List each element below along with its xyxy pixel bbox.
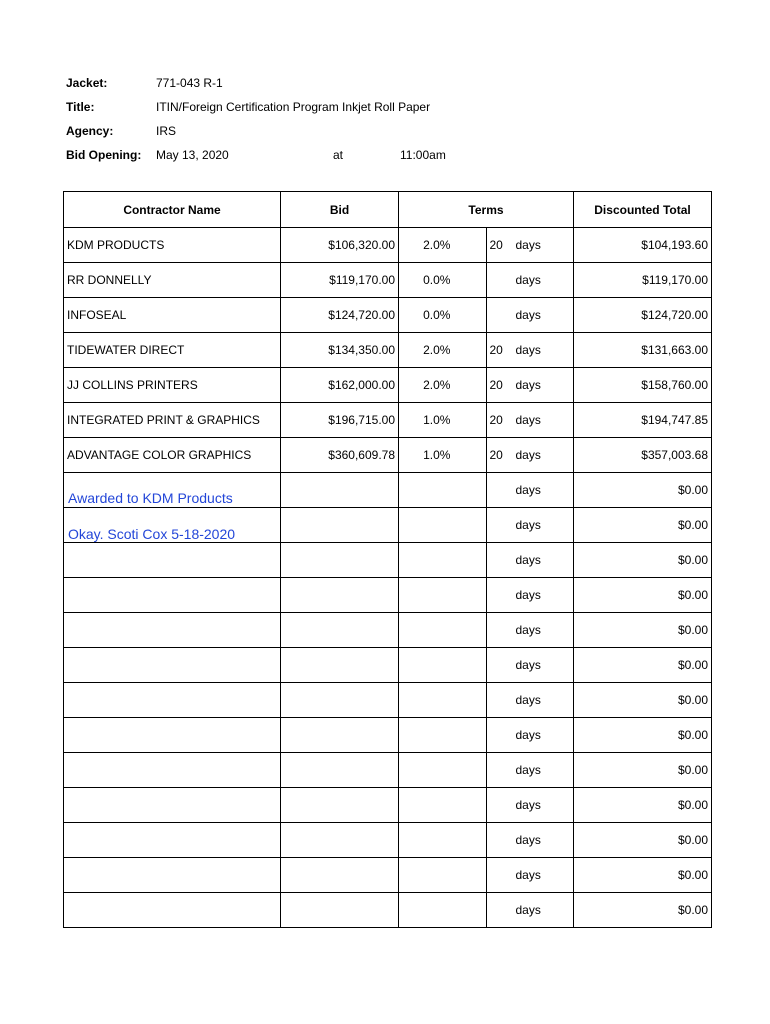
discounted-total-cell: $0.00 — [574, 788, 712, 823]
contractor-name-cell — [64, 823, 281, 858]
table-row — [64, 298, 712, 333]
contractor-name-cell — [64, 893, 281, 928]
discounted-total-cell: $0.00 — [574, 893, 712, 928]
bid-table — [63, 191, 712, 928]
table-row — [64, 403, 712, 438]
bid-amount-cell — [281, 753, 399, 788]
table-row — [64, 613, 712, 648]
discount-rate-cell — [399, 788, 487, 823]
discount-rate-cell — [399, 718, 487, 753]
discounted-total-cell: $0.00 — [574, 858, 712, 893]
terms-days-cell — [486, 228, 574, 263]
terms-days-unit: days — [515, 833, 541, 847]
contractor-name-cell — [64, 683, 281, 718]
table-row — [64, 438, 712, 473]
table-row — [64, 823, 712, 858]
discount-rate-cell — [399, 613, 487, 648]
contractor-name-cell: JJ COLLINS PRINTERS — [64, 368, 281, 403]
contractor-name-cell — [64, 648, 281, 683]
discount-rate-cell: 0.0% — [399, 298, 487, 333]
discounted-total-cell: $357,003.68 — [574, 438, 712, 473]
terms-days-cell — [486, 403, 574, 438]
table-row — [64, 578, 712, 613]
table-row — [64, 718, 712, 753]
discounted-total-cell: $0.00 — [574, 508, 712, 543]
contractor-name-cell — [64, 578, 281, 613]
terms-days-unit: days — [515, 798, 541, 812]
discount-rate-cell — [399, 508, 487, 543]
contractor-name-cell — [64, 718, 281, 753]
terms-days-cell — [486, 543, 574, 578]
bid-amount-cell — [281, 543, 399, 578]
terms-days-number: 20 — [489, 238, 503, 252]
terms-days-unit: days — [515, 343, 541, 357]
terms-days-unit: days — [515, 413, 541, 427]
terms-days-unit: days — [515, 868, 541, 882]
agency-value: IRS — [156, 124, 177, 138]
terms-days-cell — [486, 578, 574, 613]
bid-amount-cell — [281, 578, 399, 613]
discounted-total-cell: $194,747.85 — [574, 403, 712, 438]
terms-days-cell — [486, 893, 574, 928]
table-row — [64, 333, 712, 368]
bid-amount-cell — [281, 788, 399, 823]
terms-days-cell — [486, 718, 574, 753]
table-row — [64, 858, 712, 893]
bid-amount-cell — [281, 858, 399, 893]
bid-amount-cell: $162,000.00 — [281, 368, 399, 403]
contractor-name-cell — [64, 613, 281, 648]
discount-rate-cell — [399, 823, 487, 858]
terms-days-unit: days — [515, 658, 541, 672]
bid-amount-cell: $124,720.00 — [281, 298, 399, 333]
terms-days-cell — [486, 368, 574, 403]
discounted-total-cell: $0.00 — [574, 718, 712, 753]
discounted-total-cell: $0.00 — [574, 823, 712, 858]
contractor-name-cell: KDM PRODUCTS — [64, 228, 281, 263]
terms-days-cell — [486, 508, 574, 543]
discounted-total-cell: $0.00 — [574, 578, 712, 613]
table-row — [64, 543, 712, 578]
terms-days-unit: days — [515, 238, 541, 252]
discount-rate-cell: 1.0% — [399, 438, 487, 473]
table-row — [64, 648, 712, 683]
discounted-total-cell: $0.00 — [574, 648, 712, 683]
terms-days-unit: days — [515, 518, 541, 532]
terms-days-unit: days — [515, 588, 541, 602]
contractor-name-cell: RR DONNELLY — [64, 263, 281, 298]
table-row — [64, 788, 712, 823]
discounted-total-cell: $0.00 — [574, 543, 712, 578]
discount-rate-cell: 2.0% — [399, 228, 487, 263]
terms-days-number: 20 — [489, 343, 503, 357]
terms-days-cell — [486, 858, 574, 893]
terms-days-cell — [486, 753, 574, 788]
table-header-row — [64, 192, 712, 228]
discount-rate-cell — [399, 543, 487, 578]
discounted-total-cell: $0.00 — [574, 683, 712, 718]
bid-opening-label: Bid Opening: — [66, 148, 142, 162]
discount-rate-cell — [399, 858, 487, 893]
bid-amount-cell — [281, 473, 399, 508]
discounted-total-cell: $0.00 — [574, 613, 712, 648]
column-header-bid: Bid — [281, 192, 399, 228]
discount-rate-cell — [399, 578, 487, 613]
column-header-discounted-total: Discounted Total — [574, 192, 712, 228]
terms-days-unit: days — [515, 728, 541, 742]
approval-handwritten-note: Okay. Scoti Cox 5-18-2020 — [68, 526, 236, 542]
discount-rate-cell: 0.0% — [399, 263, 487, 298]
discount-rate-cell — [399, 683, 487, 718]
terms-days-number: 20 — [489, 378, 503, 392]
column-header-contractor: Contractor Name — [64, 192, 281, 228]
contractor-name-cell — [64, 753, 281, 788]
bid-amount-cell: $196,715.00 — [281, 403, 399, 438]
bid-amount-cell: $134,350.00 — [281, 333, 399, 368]
discount-rate-cell — [399, 893, 487, 928]
table-row — [64, 228, 712, 263]
terms-days-cell — [486, 438, 574, 473]
terms-days-cell — [486, 613, 574, 648]
contractor-name-cell: INTEGRATED PRINT & GRAPHICS — [64, 403, 281, 438]
contractor-name-cell — [64, 858, 281, 893]
bid-opening-date: May 13, 2020 — [156, 148, 229, 162]
discount-rate-cell — [399, 753, 487, 788]
table-row — [64, 263, 712, 298]
bid-opening-time: 11:00am — [400, 148, 446, 162]
terms-days-cell — [486, 263, 574, 298]
terms-days-cell — [486, 333, 574, 368]
terms-days-unit: days — [515, 308, 541, 322]
discounted-total-cell: $104,193.60 — [574, 228, 712, 263]
discounted-total-cell: $0.00 — [574, 753, 712, 788]
column-header-terms: Terms — [399, 192, 574, 228]
bid-amount-cell — [281, 718, 399, 753]
discount-rate-cell: 1.0% — [399, 403, 487, 438]
contractor-name-cell: TIDEWATER DIRECT — [64, 333, 281, 368]
terms-days-number: 20 — [489, 413, 503, 427]
terms-days-unit: days — [515, 693, 541, 707]
terms-days-unit: days — [515, 448, 541, 462]
terms-days-unit: days — [515, 483, 541, 497]
discount-rate-cell: 2.0% — [399, 333, 487, 368]
table-row — [64, 753, 712, 788]
terms-days-unit: days — [515, 763, 541, 777]
agency-label: Agency: — [66, 124, 114, 138]
bid-amount-cell — [281, 823, 399, 858]
terms-days-unit: days — [515, 623, 541, 637]
jacket-value: 771-043 R-1 — [156, 76, 223, 90]
awarded-handwritten-note: Awarded to KDM Products — [68, 490, 233, 506]
terms-days-unit: days — [515, 273, 541, 287]
bid-amount-cell — [281, 648, 399, 683]
discount-rate-cell — [399, 648, 487, 683]
at-label: at — [333, 148, 344, 162]
title-label: Title: — [66, 100, 95, 114]
contractor-name-cell: INFOSEAL — [64, 298, 281, 333]
terms-days-cell — [486, 788, 574, 823]
discount-rate-cell — [399, 473, 487, 508]
jacket-label: Jacket: — [66, 76, 108, 90]
table-row — [64, 368, 712, 403]
discount-rate-cell: 2.0% — [399, 368, 487, 403]
bid-amount-cell — [281, 613, 399, 648]
discounted-total-cell: $158,760.00 — [574, 368, 712, 403]
discounted-total-cell: $124,720.00 — [574, 298, 712, 333]
bid-amount-cell: $119,170.00 — [281, 263, 399, 298]
terms-days-cell — [486, 298, 574, 333]
terms-days-cell — [486, 473, 574, 508]
bid-amount-cell — [281, 508, 399, 543]
terms-days-cell — [486, 683, 574, 718]
table-row — [64, 683, 712, 718]
terms-days-number: 20 — [489, 448, 503, 462]
terms-days-cell — [486, 648, 574, 683]
bid-amount-cell — [281, 683, 399, 718]
bid-amount-cell — [281, 893, 399, 928]
terms-days-unit: days — [515, 903, 541, 917]
title-value: ITIN/Foreign Certification Program Inkjet Roll Paper — [156, 100, 431, 114]
bid-amount-cell: $106,320.00 — [281, 228, 399, 263]
table-row — [64, 893, 712, 928]
bid-amount-cell: $360,609.78 — [281, 438, 399, 473]
terms-days-unit: days — [515, 378, 541, 392]
contractor-name-cell — [64, 788, 281, 823]
terms-days-unit: days — [515, 553, 541, 567]
terms-days-cell — [486, 823, 574, 858]
discounted-total-cell: $119,170.00 — [574, 263, 712, 298]
discounted-total-cell: $0.00 — [574, 473, 712, 508]
contractor-name-cell: ADVANTAGE COLOR GRAPHICS — [64, 438, 281, 473]
discounted-total-cell: $131,663.00 — [574, 333, 712, 368]
contractor-name-cell — [64, 543, 281, 578]
